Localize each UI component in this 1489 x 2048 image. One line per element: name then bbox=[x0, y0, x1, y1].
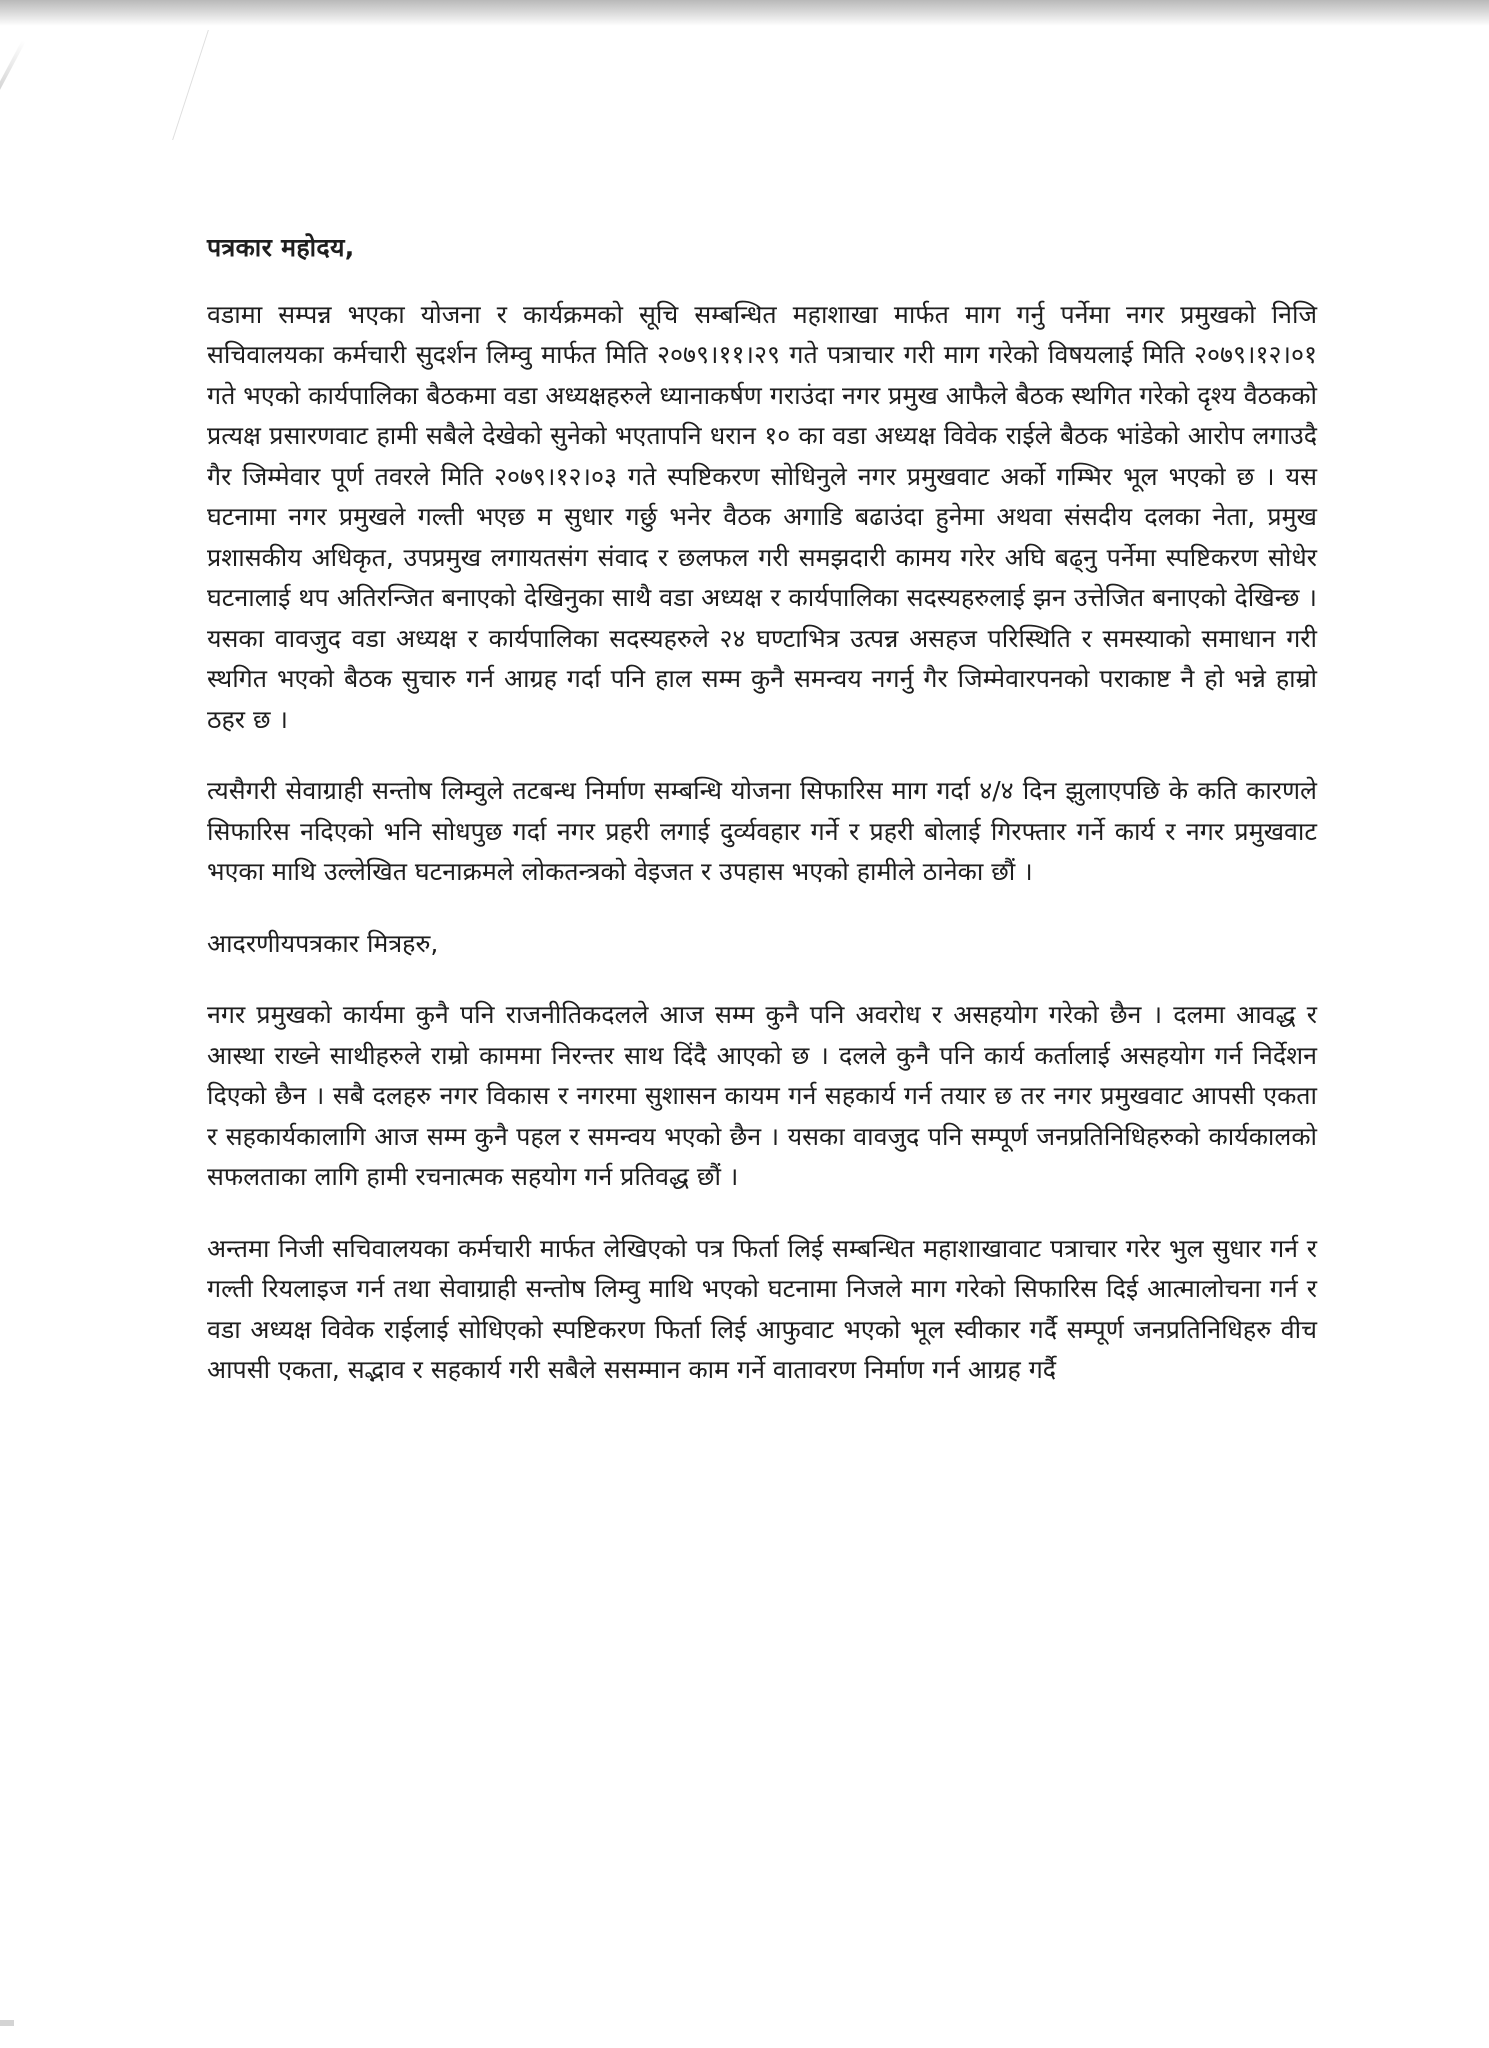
paragraph-4: अन्तमा निजी सचिवालयका कर्मचारी मार्फत लेखिएको पत्र फिर्ता लिई सम्बन्धित महाशाखावाट पत्राचार गरेर भुल सुधार गर्न र गल्ती रियलाइज गर्न तथा सेवाग्राही सन्तोष लिम्वु माथि भएको घटनामा निजले माग गरेको सिफारिस दिई आत्मालोचना गर्न र वडा अध्यक्ष विवेक राईलाई सोधिएको स्पष्टिकरण फिर्ता लिई आफुवाट भएको भूल स्वीकार गर्दै सम्पूर्ण जनप्रतिनिधिहरु वीच आपसी एकता, सद्भाव र सहकार्य गरी सबैले ससम्मान काम गर्ने वातावरण निर्माण गर्न आग्रह गर्दै bbox=[207, 1233, 1317, 1384]
letter-body bbox=[207, 228, 1317, 1422]
sub-salutation: आदरणीयपत्रकार मित्रहरु, bbox=[207, 928, 439, 958]
paragraph-2: त्यसैगरी सेवाग्राही सन्तोष लिम्वुले तटबन्ध निर्माण सम्बन्धि योजना सिफारिस माग गर्दा ४/४ दिन झुलाएपछि के कति कारणले सिफारिस नदिएको भनि सोधपुछ गर्दा नगर प्रहरी लगाई दुर्व्यवहार गर्ने र प्रहरी बोलाई गिरफ्तार गर्ने कार्य र नगर प्रमुखवाट भएका माथि उल्लेखित घटनाक्रमले लोकतन्त्रको वेइजत र उपहास भएको हामीले ठानेका छौं । bbox=[207, 776, 1317, 886]
paragraph-3: नगर प्रमुखको कार्यमा कुनै पनि राजनीतिकदलले आज सम्म कुनै पनि अवरोध र असहयोग गरेको छैन । दलमा आवद्ध र आस्था राख्ने साथीहरुले राम्रो काममा निरन्तर साथ दिंदै आएको छ । दलले कुनै पनि कार्य कर्तालाई असहयोग गर्न निर्देशन दिएको छैन । सबै दलहरु नगर विकास र नगरमा सुशासन कायम गर्न सहकार्य गर्न तयार छ तर नगर प्रमुखवाट आपसी एकता र सहकार्यकालागि आज सम्म कुनै पहल र समन्वय भएको छैन । यसका वावजुद पनि सम्पूर्ण जनप्रतिनिधिहरुको कार्यकालको सफलताका लागि हामी रचनात्मक सहयोग गर्न प्रतिवद्ध छौं । bbox=[207, 1000, 1317, 1191]
paper-fold-mark bbox=[0, 40, 26, 174]
scan-edge-mark bbox=[0, 2020, 14, 2026]
paragraph-1: वडामा सम्पन्न भएका योजना र कार्यक्रमको सूचि सम्बन्धित महाशाखा मार्फत माग गर्नु पर्नेमा नगर प्रमुखको निजि सचिवालयका कर्मचारी सुदर्शन लिम्वु मार्फत मिति २०७९।११।२९ गते पत्राचार गरी माग गरेको विषयलाई मिति २०७९।१२।०१ गते भएको कार्यपालिका बैठकमा वडा अध्यक्षहरुले ध्यानाकर्षण गराउंदा नगर प्रमुख आफैले बैठक स्थगित गरेको दृश्य वैठकको प्रत्यक्ष प्रसारणवाट हामी सबैले देखेको सुनेको भएतापनि धरान १० का वडा अध्यक्ष विवेक राईले बैठक भांडेको आरोप लगाउदै गैर जिम्मेवार पूर्ण तवरले मिति २०७९।१२।०३ गते स्पष्टिकरण सोधिनुले नगर प्रमुखवाट अर्को गम्भिर भूल भएको छ । यस घटनामा नगर प्रमुखले गल्ती भएछ म सुधार गर्छु भनेर वैठक अगाडि बढाउंदा हुनेमा अथवा संसदीय दलका नेता, प्रमुख प्रशासकीय अधिकृत, उपप्रमुख लगायतसंग संवाद र छलफल गरी समझदारी कामय गरेर अघि बढ्नु पर्नेमा स्पष्टिकरण सोधेर घटनालाई थप अतिरन्जित बनाएको देखिनुका साथै वडा अध्यक्ष र कार्यपालिका सदस्यहरुलाई झन उत्तेजित बनाएको देखिन्छ । यसका वावजुद वडा अध्यक्ष र कार्यपालिका सदस्यहरुले २४ घण्टाभित्र उत्पन्न असहज परिस्थिति र समस्याको समाधान गरी स्थगित भएको बैठक सुचारु गर्न आग्रह गर्दा पनि हाल सम्म कुनै समन्वय नगर्नु गैर जिम्मेवारपनको पराकाष्ट नै हो भन्ने हाम्रो ठहर छ । bbox=[207, 299, 1317, 734]
scan-top-shadow bbox=[0, 0, 1489, 26]
salutation: पत्रकार महोदय, bbox=[207, 233, 355, 262]
paper-corner-crease bbox=[92, 30, 209, 140]
